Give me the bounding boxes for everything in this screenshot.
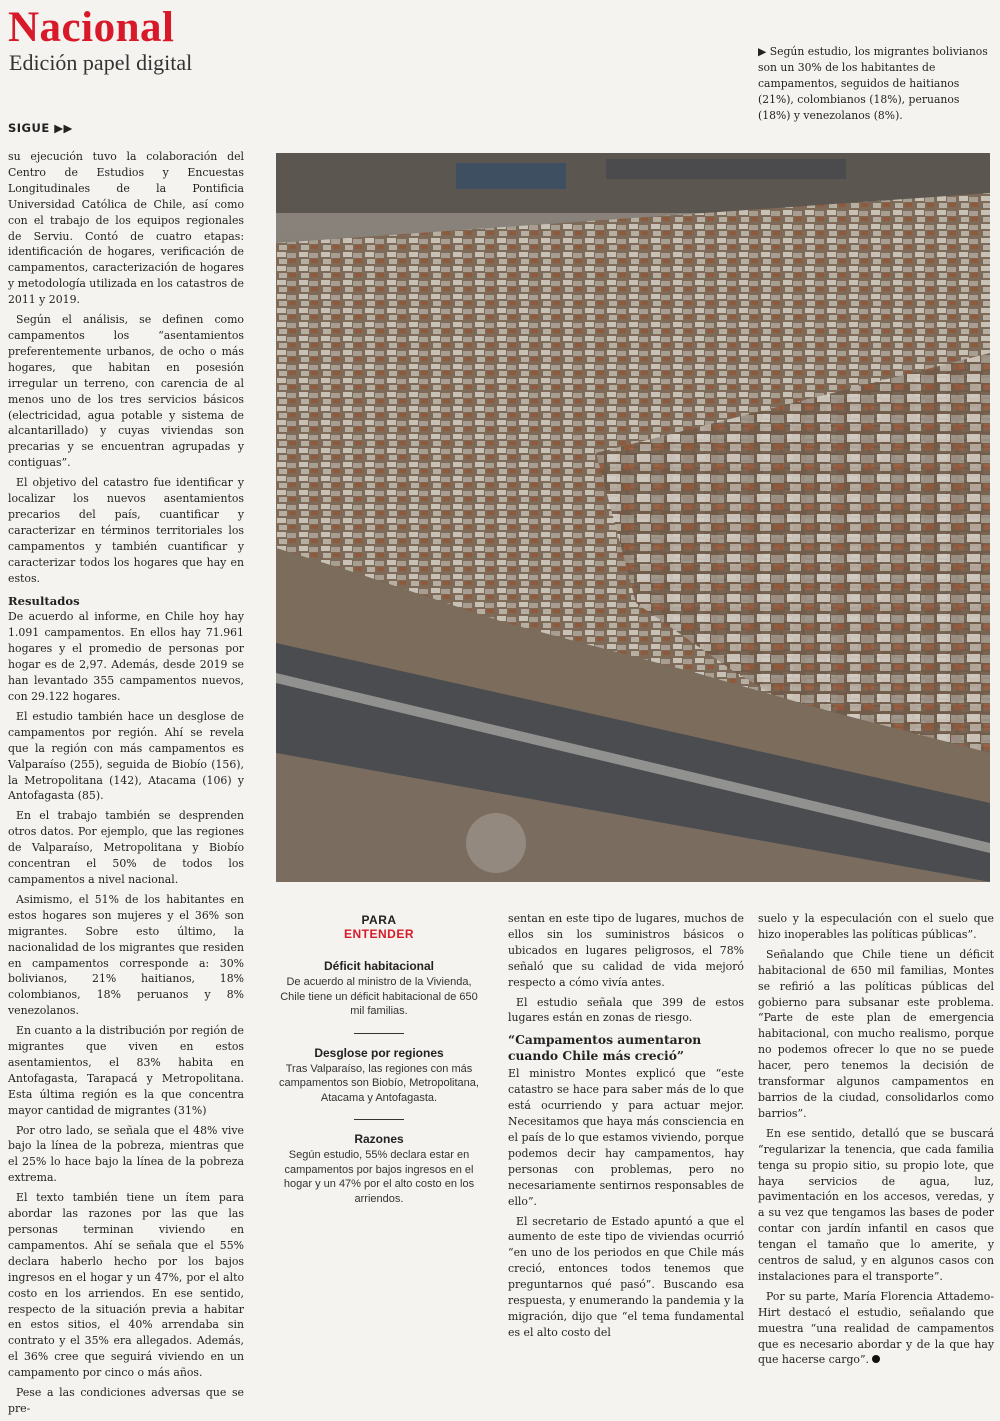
para-entender-box bbox=[276, 911, 482, 1206]
paragraph: El estudio señala que 399 de estos lugares están en zonas de riesgo. bbox=[508, 995, 744, 1025]
paragraph: En el trabajo también se desprenden otros datos. Por ejemplo, que las regiones de Valparaíso, Metropolitana y Biobío concentran el 50% de todos los campamentos a nivel nacional. bbox=[8, 809, 244, 886]
paragraph: El estudio también hace un desglose de campamentos por región. Ahí se revela que la región con más campamentos es Valparaíso (255), seguida de Biobío (156), la Metropolitana (142), Atacama (106) y Antofagasta (85). bbox=[8, 709, 244, 803]
sidebar-item-text: De acuerdo al ministro de la Vivienda, Chile tiene un déficit habitacional de 650 mil familias. bbox=[280, 976, 478, 1017]
paragraph-text: Por su parte, María Florencia Attademo-Hirt destacó el estudio, señalando que muestra “una realidad de campamentos que es necesario abordar y de la que hay que hacerse cargo”. bbox=[758, 1289, 994, 1367]
paragraph: Señalando que Chile tiene un déficit habitacional de 650 mil familias, Montes se refirió a las políticas públicas del gobierno para subsanar este problema. “Parte de este plan de emergencia habitacional, con mucho realismo, porque no podemos ofrecer lo que no se puede hacer, pero tenemos la decisión de transformar algunos campamentos en barrios de la ciudad, consolidarlos como barrios”. bbox=[758, 947, 994, 1120]
divider bbox=[354, 1033, 404, 1034]
sidebar-item-title: Déficit habitacional bbox=[323, 959, 435, 973]
paragraph: Por otro lado, se señala que el 48% vive bajo la línea de la pobreza, mientras que el 25% lo hace bajo la línea de la pobreza extrema. bbox=[8, 1123, 244, 1185]
paragraph bbox=[758, 1289, 994, 1369]
photo-illustration bbox=[276, 153, 990, 882]
paragraph: El texto también tiene un ítem para abordar las razones por las que las personas terminan viviendo en campamentos. Ahí se señala que el 55% declara haberlo hecho por los bajos ingresos en el hogar y un 47%, por el alto costo en los arriendos. En ese sentido, respecto de la situación previa a habitar en estos sitios, el 40% arrendaba sin contrato y el 35% era allegados. Además, el 36% cree que seguirá viviendo en un campamento por cinco o más años. bbox=[8, 1191, 244, 1380]
paragraph: El objetivo del catastro fue identificar y localizar los nuevos asentamientos precarios del país, cuantificar y caracterizar en términos territoriales los campamentos y también cuantificar y caracterizar todos los hogares que hay en estos. bbox=[8, 476, 244, 585]
section-title: Nacional bbox=[8, 4, 175, 51]
paragraph: En cuanto a la distribución por región de migrantes que viven en estos asentamientos, el 83% habita en Antofagasta, Tarapacá y Metropolitana. Esta última región es la que concentra mayor cantidad de migrantes (31%) bbox=[8, 1024, 244, 1117]
paragraph: El secretario de Estado apuntó a que el aumento de este tipo de viviendas ocurrió “en uno de los periodos en que Chile más creció, entonces todos tenemos que preguntarnos qué pasó”. Buscando esa respuesta, y enumerando la pandemia y la migración, dijo que “el tema fundamental es el alto costo del bbox=[508, 1214, 744, 1339]
photo-caption: ▶ Según estudio, los migrantes bolivianos son un 30% de los habitantes de campamentos, seguidos de haitianos (21%), colombianos (18%), peruanos (18%) y venezolanos (8%). bbox=[758, 45, 988, 122]
article-column-4 bbox=[758, 911, 994, 1372]
paragraph: Asimismo, el 51% de los habitantes en estos hogares son mujeres y el 36% son migrantes. Sobre esto último, la nacionalidad de los migrantes que residen en campamentos corresponde a: 30% bolivianos, 21% haitianos, 18% colombianos, 18% peruanos y 8% venezolanos. bbox=[8, 892, 244, 1018]
paragraph: suelo y la especulación con el suelo que hizo inoperables las políticas públicas”. bbox=[758, 912, 994, 941]
subheading-resultados: Resultados bbox=[8, 594, 80, 609]
paragraph: En ese sentido, detalló que se buscará “regularizar la tenencia, que cada familia tenga su propio sitio, su propio lote, que haya servicios de agua, luz, pavimentación en los accesos, veredas, y a su vez que tengamos las bases de poder contar con jardín infantil en casos que tengan el tamaño que lo amerite, y centros de salud, y en algunos casos con instalaciones para el transporte”. bbox=[758, 1126, 994, 1283]
sidebar-heading-accent: ENTENDER bbox=[343, 927, 414, 941]
continues-label: SIGUE ▶▶ bbox=[8, 121, 73, 135]
divider bbox=[354, 1119, 404, 1120]
paragraph: sentan en este tipo de lugares, muchos de ellos sin los suministros básicos o ubicados en lugares peligrosos, el 78% señaló que su calidad de vida mejoró respecto a cómo vivía antes. bbox=[508, 912, 744, 989]
paragraph: Según el análisis, se definen como campamentos los “asentamientos preferentemente urbanos, de ocho o más hogares, que habitan en posesión irregular un terreno, con carencia de al menos uno de los tres servicios básicos (electricidad, agua potable y sistema de alcantarillado) y cuyas viviendas son precarias y se encuentran agrupadas y contiguas”. bbox=[8, 313, 244, 470]
article-column-1 bbox=[8, 149, 244, 1421]
paragraph: El ministro Montes explicó que “este catastro se hace para saber más de lo que está ocurriendo y para actuar mejor. Necesitamos que haya más consciencia en el país de lo que estamos viviendo, porque podemos decir hay campamentos, hay personas con problemas, pero no necesariamente sentirnos responsables de ello”. bbox=[508, 1067, 744, 1208]
subheading-quote: “Campamentos aumentaron cuando Chile más creció” bbox=[508, 1032, 702, 1064]
paragraph: Pese a las condiciones adversas que se pre- bbox=[8, 1386, 244, 1415]
article-column-3 bbox=[508, 911, 744, 1345]
sidebar-item-title: Razones bbox=[354, 1132, 404, 1146]
paragraph: De acuerdo al informe, en Chile hoy hay 1.091 campamentos. En ellos hay 71.961 hogares y el promedio de personas por hogar es de 2,97. Además, desde 2019 se han levantado 355 campamentos nuevos, con 29.122 hogares. bbox=[8, 610, 244, 703]
sidebar-item-text: Según estudio, 55% declara estar en campamentos por bajos ingresos en el hogar y un 47% por el alto costo en los arriendos. bbox=[283, 1149, 475, 1205]
aerial-photo-icon bbox=[276, 153, 990, 882]
sidebar-item-title: Desglose por regiones bbox=[314, 1045, 444, 1060]
end-of-article-icon bbox=[872, 1355, 880, 1363]
paragraph: su ejecución tuvo la colaboración del Centro de Estudios y Encuestas Longitudinales de la Pontificia Universidad Católica de Chile, así como con el trabajo de los equipos regionales de Serviu. Contó de cuatro etapas: identificación de hogares, verificación de campamentos, caracterización de hogares y metodología utilizada en los catastros de 2011 y 2019. bbox=[8, 150, 244, 307]
section-subtitle: Edición papel digital bbox=[9, 50, 193, 75]
sidebar-item-text: Tras Valparaíso, las regiones con más campamentos son Biobío, Metropolitana, Atacama y Antofagasta. bbox=[279, 1062, 479, 1104]
sidebar-heading: PARA bbox=[361, 913, 397, 927]
